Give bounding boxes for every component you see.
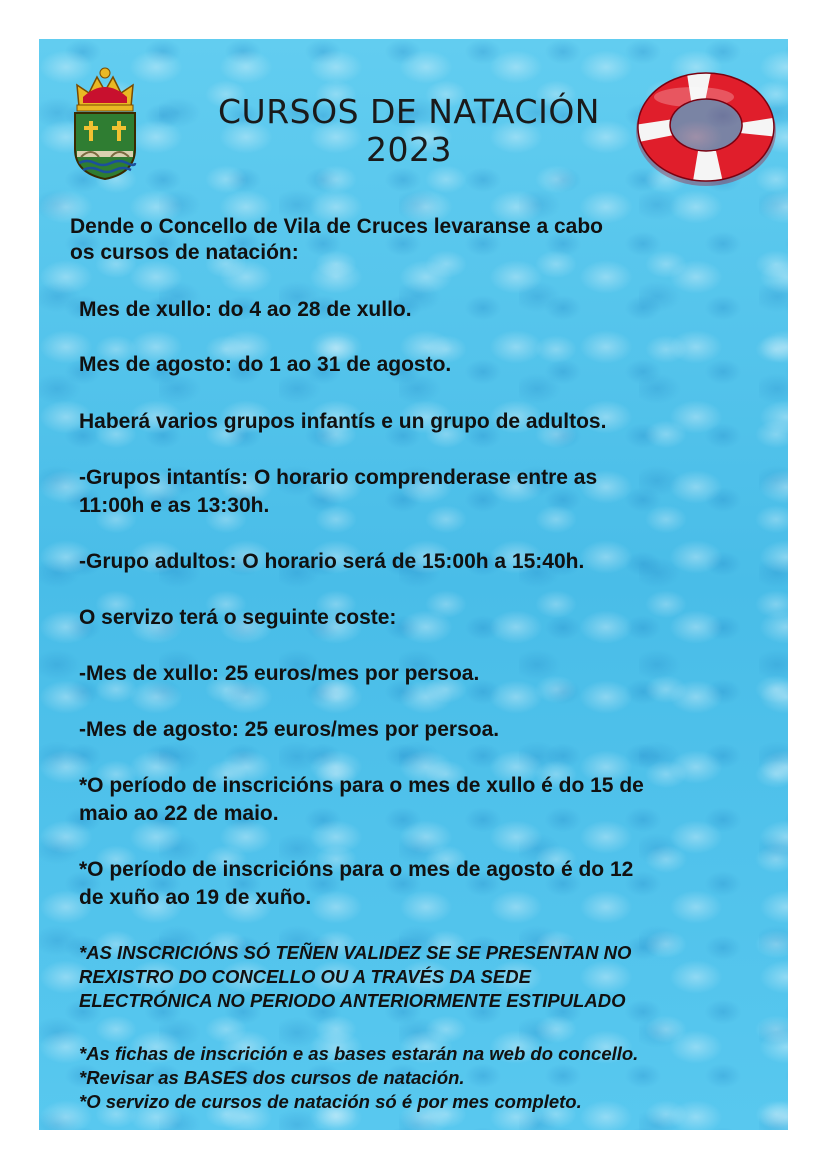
validity-notice-line-3: ELECTRÓNICA NO PERIODO ANTERIORMENTE ESTIPULADO bbox=[79, 990, 626, 1011]
registration-july-line-2: maio ao 22 de maio. bbox=[79, 802, 279, 825]
municipal-coat-of-arms-icon bbox=[69, 63, 141, 181]
cost-heading: O servizo terá o seguinte coste: bbox=[79, 606, 397, 629]
page-title bbox=[209, 93, 609, 169]
registration-july-line-1: *O período de inscricións para o mes de xullo é do 15 de bbox=[79, 774, 644, 797]
lifebuoy-icon bbox=[634, 67, 779, 187]
intro-line-1: Dende o Concello de Vila de Cruces levaranse a cabo bbox=[70, 215, 603, 238]
validity-notice-line-1: *AS INSCRICIÓNS SÓ TEÑEN VALIDEZ SE SE PRESENTAN NO bbox=[79, 942, 632, 963]
schedule-kids-line-2: 11:00h e as 13:30h. bbox=[79, 494, 270, 517]
poster bbox=[39, 39, 788, 1130]
schedule-august: Mes de agosto: do 1 ao 31 de agosto. bbox=[79, 353, 452, 376]
validity-notice-line-2: REXISTRO DO CONCELLO OU A TRAVÉS DA SEDE bbox=[79, 966, 531, 987]
title-line-1: CURSOS DE NATACIÓN bbox=[218, 92, 600, 131]
note-review-bases: *Revisar as BASES dos cursos de natación. bbox=[79, 1067, 465, 1088]
note-forms-on-web: *As fichas de inscrición e as bases estarán na web do concello. bbox=[79, 1043, 639, 1064]
note-full-month: *O servizo de cursos de natación só é por mes completo. bbox=[79, 1091, 582, 1112]
schedule-groups: Haberá varios grupos infantís e un grupo de adultos. bbox=[79, 410, 607, 433]
cost-july: -Mes de xullo: 25 euros/mes por persoa. bbox=[79, 662, 480, 685]
schedule-july: Mes de xullo: do 4 ao 28 de xullo. bbox=[79, 298, 412, 321]
title-line-2: 2023 bbox=[366, 130, 452, 169]
cost-august: -Mes de agosto: 25 euros/mes por persoa. bbox=[79, 718, 500, 741]
intro-line-2: os cursos de natación: bbox=[70, 241, 299, 264]
registration-august-line-2: de xuño ao 19 de xuño. bbox=[79, 886, 312, 909]
registration-august-line-1: *O período de inscricións para o mes de agosto é do 12 bbox=[79, 858, 634, 881]
schedule-adults: -Grupo adultos: O horario será de 15:00h a 15:40h. bbox=[79, 550, 585, 573]
schedule-kids-line-1: -Grupos intantís: O horario comprenderase entre as bbox=[79, 466, 598, 489]
